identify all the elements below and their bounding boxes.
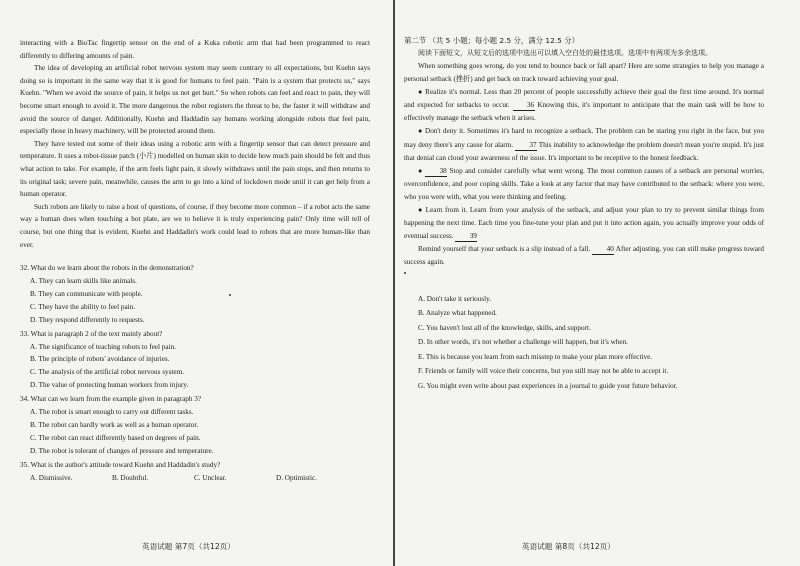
option: A. Dismissive. [30, 473, 73, 482]
choice-d: D. In other words, it's not whether a challenge will happen, but it's when. [418, 338, 628, 347]
blank-40: 40 [592, 244, 614, 255]
page-divider [393, 0, 395, 566]
page-footer-right: 英语试题 第8页（共12页） [522, 542, 615, 551]
option: A. The significance of teaching robots to feel pain. [30, 342, 176, 351]
option: A. The robot is smart enough to carry out different tasks. [30, 408, 194, 417]
options-row [20, 472, 392, 485]
text: After adjusting, you can still make progress toward success again. [404, 245, 764, 267]
option: C. The robot can react differently based on degrees of pain. [30, 433, 201, 442]
answer-choices [404, 292, 800, 394]
passage-paragraph-1: interacting with a BioTac fingertip sensor on the end of a Kuka robotic arm that had been programmed to react differently to differing amounts of pain. [20, 39, 370, 60]
option: B. Doubtful. [112, 473, 149, 482]
question-33 [20, 328, 392, 393]
option: C. The analysis of the artificial robot nervous system. [30, 368, 184, 377]
question-35 [20, 459, 392, 485]
intro-paragraph: When something goes wrong, do you tend to bounce back or fall apart? Here are some strategies to help you manage a personal setback (挫折) and get back on track toward achieving your goal. [404, 62, 764, 84]
strategy-paragraph-4 [404, 204, 764, 243]
choice-f: F. Friends or family will voice their concerns, but you still may not be able to accept it. [418, 367, 669, 376]
text: This inability to acknowledge the problem doesn't mean you're stupid. It's just that denial can cloud your awareness of the issue. It's important to be receptive to the honest feedback. [404, 140, 765, 162]
text: Knowing this, it's important to anticipate that the main task will be how to effectively manage the setback when it arises. [404, 101, 765, 123]
scan-speck [404, 272, 406, 274]
choice-c: C. You haven't lost all of the knowledge, skills, and support. [418, 323, 591, 332]
text: ● Realize it's normal. Less than 20 percent of people successfully achieve their goal the first time around. It's normal and expected for setbacks to occur. [404, 88, 764, 110]
option: C. Unclear. [194, 473, 227, 482]
blank-39: 39 [455, 231, 477, 242]
right-page [400, 0, 800, 566]
bullet: ● [418, 166, 423, 175]
question-stem: 34. What can we learn from the example given in paragraph 3? [20, 395, 202, 404]
blank-36: 36 [513, 100, 535, 111]
strategy-paragraph-1 [404, 86, 764, 125]
strategy-paragraph-3 [404, 165, 764, 204]
option: D. Optimistic. [276, 473, 317, 482]
strategy-paragraph-5 [404, 243, 764, 269]
choice-g: G. You might even write about past experiences in a journal to guide your future behavior. [418, 382, 678, 391]
option: A. They can learn skills like animals. [30, 277, 137, 285]
question-32 [20, 262, 392, 327]
text: ● Learn from it. Learn from your analysis of the setback, and adjust your plan to try to prevent similar things from happening the next time. Each time you fine-tune your plan and put it into action again, you actually improve your odds of eventual success. [404, 206, 764, 241]
option: B. The robot can hardly work as well as a human operator. [30, 420, 199, 429]
left-page [0, 0, 392, 566]
passage-paragraph-3: They have tested out some of their ideas using a robotic arm with a fingertip sensor that can detect pressure and temperature. It uses a robot-tissue patch (小片) modelled on human skin to decide how much pain should be felt and thus what action to take. For example, if the arm feels light pain, it slowly withdraws until the pain stops, and then returns to its original task; severe pain, meanwhile, causes the arm to go into a kind of lockdown mode until it can get help from a human operator. [20, 139, 370, 199]
page-footer-left: 英语试题 第7页（共12页） [142, 542, 235, 551]
question-stem: 33. What is paragraph 2 of the text mainly about? [20, 329, 163, 338]
option: D. The robot is tolerant of changes of pressure and temperature. [30, 446, 214, 455]
option: C. They have the ability to feel pain. [30, 302, 136, 311]
spacer [20, 251, 392, 261]
option: D. The value of protecting human workers from injury. [30, 381, 189, 390]
blank-37: 37 [515, 140, 537, 151]
question-34 [20, 393, 392, 458]
option: B. They can communicate with people. [30, 289, 143, 298]
passage-paragraph-4: Such robots are likely to raise a host of questions, of course, if they become more common – if a robot acts the same way a human does when touching a hot plate, are we to believe it is truly experiencing pain? Only time will tell of course, but one thing that is evident, Kuehn and Haddadin's work could lead to robots that are more human-like than ever. [20, 202, 370, 249]
passage-paragraph-2: The idea of developing an artificial robot nervous system may seem contrary to all expectations, but Kuehn says doing so is important in the same way that it is good for humans to feel pain. "Pain is a system that protects us," says Kuehn. "When we avoid the source of pain, it helps us not get hurt." So when robots can feel and react to pain, they will become smart enough to avoid it. The more dangerous the robot registers the threat to be, the faster it will withdraw and avoid the source of danger. Additionally, Kuehn and Haddadin say humans working alongside robots that feel pain, especially those in heavy machinery, will be protected around them. [20, 64, 370, 136]
scan-speck [229, 294, 231, 296]
question-stem: 35. What is the author's attitude toward Kuehn and Haddadin's study? [20, 460, 221, 469]
section-heading: 第二节 （共 5 小题；每小题 2.5 分，满分 12.5 分） [404, 36, 579, 45]
question-stem: 32. What do we learn about the robots in the demonstration? [20, 264, 194, 273]
option: D. They respond differently to requests. [30, 315, 145, 324]
choice-e: E. This is because you learn from each misstep to make your plan more effective. [418, 352, 653, 361]
option: B. The principle of robots' avoidance of injuries. [30, 355, 170, 364]
choice-a: A. Don't take it seriously. [418, 294, 492, 303]
blank-38: 38 [425, 166, 447, 177]
text: Stop and consider carefully what went wrong. The most common causes of a setback are personal worries, overconfidence, and poor coping skills. Take a look at any factor that may have contributed to the setback: where you were, who you were with, what you were thinking and feeling. [404, 166, 765, 201]
strategy-paragraph-2 [404, 125, 764, 164]
section-instruction: 阅读下面短文，从短文后的选项中选出可以填入空白处的最佳选项。选项中有两项为多余选项。 [418, 49, 712, 57]
text: Remind yourself that your setback is a slip instead of a fall. [418, 245, 591, 254]
choice-b: B. Analyze what happened. [418, 309, 497, 318]
text: ● Don't deny it. Sometimes it's hard to recognize a setback. The problem can be staring you right in the face, but you may deny there's any cause for alarm. [404, 127, 764, 149]
